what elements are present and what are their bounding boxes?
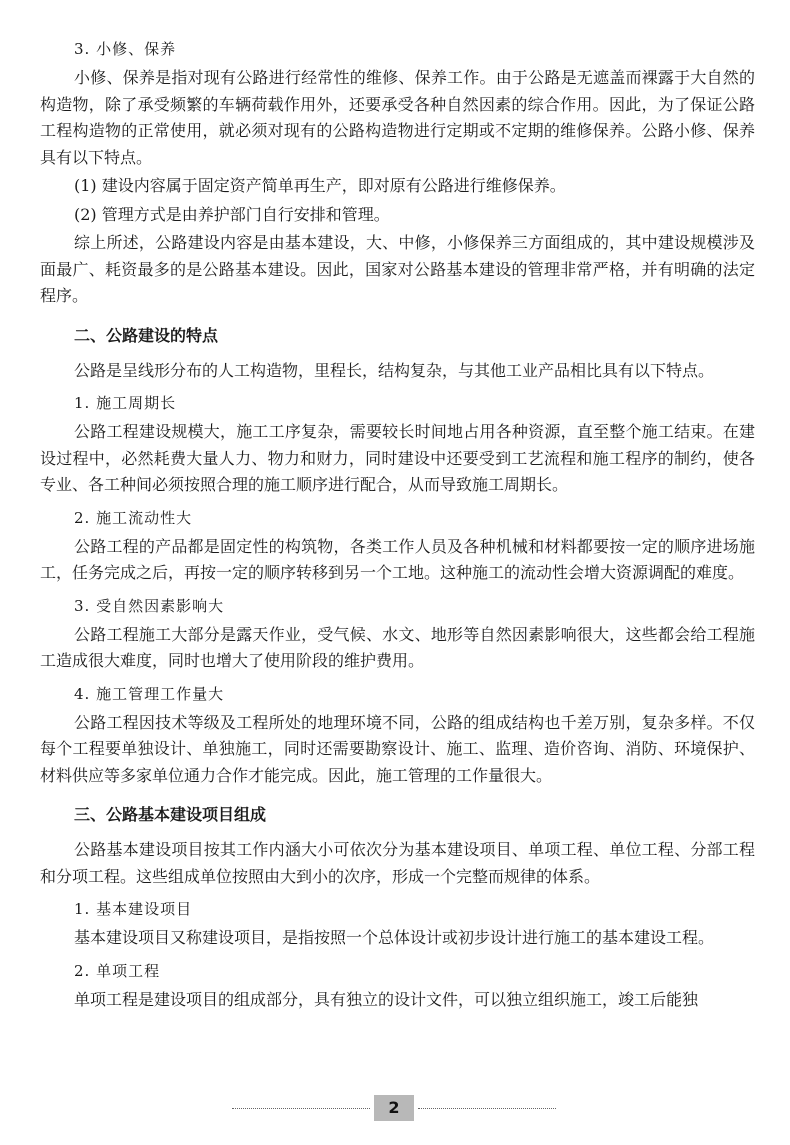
subheading-single-project: 2. 单项工程 (74, 961, 161, 980)
section-heading-project-composition: 三、公路基本建设项目组成 (74, 805, 267, 824)
subheading-high-mobility: 2. 施工流动性大 (74, 508, 193, 527)
paragraph-characteristics-intro: 公路是呈线形分布的人工构造物，里程长，结构复杂，与其他工业产品相比具有以下特点。 (74, 360, 715, 380)
subheading-long-construction: 1. 施工周期长 (74, 394, 177, 412)
paragraph-management-workload: 公路工程因技术等级及工程所处的地理环境不同，公路的组成结构也千差万别，复杂多样。不仅每个工程要单独设计、单独施工，同时还需要勘察设计、施工、监理、造价咨询、消防、环境保护、材料供应等多家单位通力合作才能完成。因此，施工管理的工作量很大。 (40, 712, 755, 785)
list-item-2: (2) 管理方式是由养护部门自行安排和管理。 (74, 204, 390, 224)
list-item-1: (1) 建设内容属于固定资产简单再生产，即对原有公路进行维修保养。 (74, 176, 566, 195)
footer-rule-right (418, 1108, 556, 1109)
section-heading-characteristics: 二、公路建设的特点 (74, 325, 219, 345)
paragraph-project-composition-intro: 公路基本建设项目按其工作内涵大小可依次分为基本建设项目、单项工程、单位工程、分部工程和分项工程。这些组成单位按照由大到小的次序，形成一个完整而规律的体系。 (40, 840, 755, 886)
page-body (40, 38, 755, 1021)
subheading-management-workload: 4. 施工管理工作量大 (74, 684, 225, 703)
page-number: 2 (374, 1095, 414, 1121)
subheading-construction-project: 1. 基本建设项目 (74, 900, 193, 918)
paragraph-single-project: 单项工程是建设项目的组成部分，具有独立的设计文件，可以独立组织施工，竣工后能独 (74, 989, 699, 1009)
paragraph-natural-factors: 公路工程施工大部分是露天作业，受气候、水文、地形等自然因素影响很大，这些都会给工程施工造成很大难度，同时也增大了使用阶段的维护费用。 (40, 624, 755, 670)
paragraph-long-construction: 公路工程建设规模大，施工工序复杂，需要较长时间地占用各种资源，直至整个施工结束。在建设过程中，必然耗费大量人力、物力和财力，同时建设中还要受到工艺流程和施工程序的制约，使各专业、各工种间必须按照合理的施工顺序进行配合，从而导致施工周期长。 (40, 422, 755, 494)
footer-rule-left (232, 1108, 370, 1109)
paragraph-construction-project: 基本建设项目又称建设项目，是指按照一个总体设计或初步设计进行施工的基本建设工程。 (74, 928, 715, 947)
subheading-minor-repair: 3. 小修、保养 (74, 40, 177, 58)
paragraph-minor-repair-definition: 小修、保养是指对现有公路进行经常性的维修、保养工作。由于公路是无遮盖而裸露于大自然的构造物，除了承受频繁的车辆荷载作用外，还要承受各种自然因素的综合作用。因此，为了保证公路工程构造物的正常使用，就必须对现有的公路构造物进行定期或不定期的维修保养。公路小修、保养具有以下特点。 (40, 68, 755, 167)
subheading-natural-factors: 3. 受自然因素影响大 (74, 596, 225, 615)
paragraph-summary: 综上所述，公路建设内容是由基本建设，大、中修，小修保养三方面组成的，其中建设规模涉及面最广、耗资最多的是公路基本建设。因此，国家对公路基本建设的管理非常严格，并有明确的法定程序。 (40, 233, 755, 305)
page-footer (0, 1092, 790, 1122)
paragraph-high-mobility: 公路工程的产品都是固定性的构筑物，各类工作人员及各种机械和材料都要按一定的顺序进场施工，任务完成之后，再按一定的顺序转移到另一个工地。这种施工的流动性会增大资源调配的难度。 (40, 536, 755, 582)
